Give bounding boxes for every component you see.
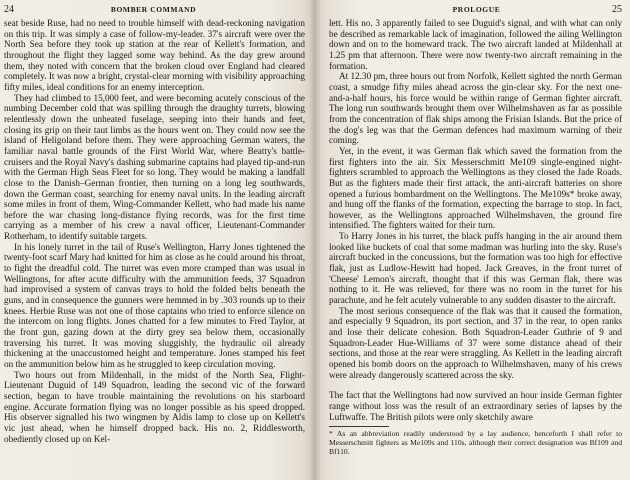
paragraph: Yet, in the event, it was German flak which saved the formation from the first fighters into the air. Six Messerschmitt Me109 single-engined night-fighters scrambled to approach the Wellingtons as they closed the Jade Roads. But as the fighters made their first attack, the anti-aircraft batteries on shore opened a furious bombardment on the Wellingtons. The Me109s* broke away, and hung off the flanks of the formation, expecting the barrage to stop. In fact, however, as the Wellingtons approached Wilhelmshaven, the ground fire intensified. The fighters waited for their turn. bbox=[329, 145, 622, 231]
right-running-title: PROLOGUE bbox=[452, 5, 501, 14]
right-running-head bbox=[329, 4, 622, 16]
left-page-number: 24 bbox=[4, 4, 14, 15]
right-body-text bbox=[329, 18, 622, 422]
footnote-rule bbox=[329, 426, 389, 427]
paragraph: seat beside Ruse, had no need to trouble himself with dead-reckoning navigation on this trip. It was simply a case of follow-my-leader. 37's aircraft were over the North Sea before they took up station at the rear of Kellett's formation, and throughout the flight they lagged some way behind. As the day grew around them, they noted with concern that the broken cloud over England had cleared completely. It was now a bright, crystal-clear morning with visibility approaching fifty miles, ideal conditions for an enemy interception. bbox=[4, 18, 305, 92]
left-running-title: BOMBER COMMAND bbox=[110, 5, 197, 14]
paragraph: To Harry Jones in his turret, the black puffs hanging in the air around them looked like buckets of coal that some madman was hurling into the sky. Ruse's aircraft bucked in the concussions, but the formation was too high for effective flak, just as Ludlow-Hewitt had hoped. Jack Greaves, in the front turret of 'Cheese' Lemon's aircraft, thought that if this was German flak, there was nothing to it. He was relieved, for there was no room in the turret for his parachute, and he felt acutely vulnerable to any sudden disaster to the aircraft. bbox=[329, 231, 622, 306]
paragraph: The most serious consequence of the flak was that it caused the formation, and especially 9 Squadron, its port section, and 37 in the rear, to open ranks and lose their delicate cohesion. Both Squadron-Leader Guthrie of 9 and Squadron-Leader Hue-Williams of 37 were some distance ahead of their sections, and those at the rear were straggling. As Kellett in the leading aircraft opened his bomb doors on the approach to Wilhelmshaven, many of his crews were already dangerously scattered across the sky. bbox=[329, 305, 622, 380]
right-page bbox=[315, 0, 630, 480]
paragraph: They had climbed to 15,000 feet, and were becoming acutely conscious of the numbing December cold that was spilling through the draughty turrets, blowing relentlessly down the unheated fuselage, seeping into their hands and feet, closing its grip on their taut limbs as the hours went on. They could now see the island of Heligoland before them. They were approaching German waters, the familiar naval battle grounds of the First World War, where Beatty's battle-cruisers and the Royal Navy's dashing submarine captains had played tip-and-run with the German High Seas Fleet for so long. They would be making a landfall close to the Danish–German frontier, then turning on a long leg southwards, down the German coast, searching for enemy naval units. In the leading aircraft some miles in front of them, Wing-Commander Kellett, who had made his name before the war chasing long-distance flying records, was for the first time carrying as a member of his crew a naval officer, Lieutenant-Commander Rotherham, to identify suitable targets. bbox=[4, 92, 305, 242]
paragraph: In his lonely turret in the tail of Ruse's Wellington, Harry Jones tightened the twenty-foot scarf Mary had knitted for him as close as he could around his throat, to fight the dreadful cold. The turret was even more cramped than was usual in Wellingtons, for after acute difficulty with the ammunition feeds, 37 Squadron had improvised a system of canvas trays to hold the folded belts beneath the guns, and in consequence the gunners were hemmed in by .303 rounds up to their knees. Herbie Ruse was not one of those captains who tried to enforce silence on the intercom on long flights. Jones chatted for a few minutes to Fred Taylor, at the front gun, gazing down at the dirty grey sea below them, occasionally traversing his turret. It was moving sluggishly, the hydraulic oil already thickening at the unaccustomed height and temperature. Jones stamped his feet on the ammunition below him as he struggled to keep circulation moving. bbox=[4, 241, 305, 369]
paragraph: Two hours out from Mildenhall, in the midst of the North Sea, Flight-Lieutenant Duguid of 149 Squadron, leading the second vic of the forward section, began to have trouble maintaining the revolutions on his starboard engine. Accurate formation flying was no longer possible as his speed dropped. His observer signalled his two wingmen by Aldis lamp to close up on Kellett's vic just ahead, when he himself dropped back. His no. 2, Riddlesworth, obediently closed up on Kel- bbox=[4, 369, 305, 444]
left-running-head bbox=[4, 4, 305, 16]
right-page-number: 25 bbox=[611, 4, 622, 15]
left-body-text bbox=[4, 18, 305, 444]
paragraph: lett. His no. 3 apparently failed to see Duguid's signal, and with what can only be described as remarkable lack of imagination, followed the ailing Wellington down and on to the homeward track. The two aircraft landed at Mildenhall at 1.25 pm that afternoon. There were now twenty-two aircraft remaining in the formation. bbox=[329, 18, 622, 71]
paragraph: The fact that the Wellingtons had now survived an hour inside German fighter range without loss was the result of an extraordinary series of lapses by the Luftwaffe. The British pilots were only sketchily aware bbox=[329, 390, 622, 422]
paragraph: At 12.30 pm, three hours out from Norfolk, Kellett sighted the north German coast, a smudge fifty miles ahead across the gin-clear sky. For the next one-and-a-half hours, his force would be within range of German fighter aircraft. The long run southwards brought them over Wilhelmshaven as far as possible from the concentration of flak ships among the Frisian Islands. But the price of the dog's leg was that the German defences had maximum warning of their coming. bbox=[329, 71, 622, 146]
footnote: * As an abbreviation readily understood by a lay audience, henceforth I shall refer to Messerschmitt fighters as Me109s and 110s, although their correct designation was Bf109 and Bf110. bbox=[329, 429, 622, 457]
